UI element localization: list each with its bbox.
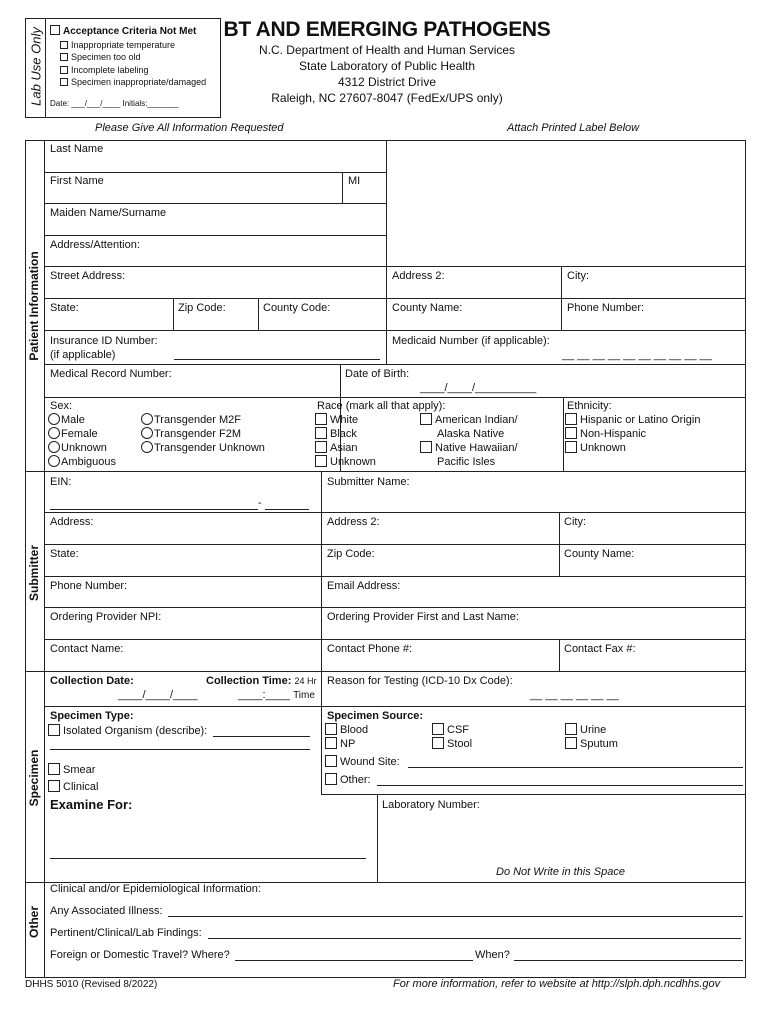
lab-use-only-label: Lab Use Only [28, 27, 44, 106]
sex-option-male[interactable]: Male [48, 413, 85, 427]
submitter-zip-field[interactable]: Zip Code: [327, 548, 375, 560]
checkbox[interactable] [325, 773, 337, 785]
contact-fax-field[interactable]: Contact Fax #: [564, 643, 636, 655]
do-not-write-note: Do Not Write in this Space [496, 866, 625, 878]
reason-blank: __ __ __ __ __ __ [530, 689, 619, 701]
source-stool[interactable]: Stool [432, 737, 472, 751]
specimen-source-label: Specimen Source: [327, 710, 423, 722]
checkbox[interactable] [565, 723, 577, 735]
date-initials-line[interactable]: Date: ___/___/____ Initials:_______ [50, 98, 179, 108]
criteria-checkbox[interactable] [60, 78, 68, 86]
checkbox[interactable] [565, 737, 577, 749]
form-title: BT AND EMERGING PATHOGENS [223, 18, 551, 41]
address-line: State Laboratory of Public Health [298, 59, 476, 73]
street-address-field[interactable]: Street Address: [50, 270, 126, 282]
dob-blank: ____/____/__________ [420, 382, 537, 394]
time-24hr-note: 24 Hr [294, 676, 317, 686]
provider-name-field[interactable]: Ordering Provider First and Last Name: [327, 611, 519, 623]
type-isolated-organism[interactable]: Isolated Organism (describe): [48, 724, 207, 738]
insurance-if-applicable: (if applicable) [50, 349, 116, 361]
contact-phone-field[interactable]: Contact Phone #: [327, 643, 413, 655]
source-blood[interactable]: Blood [325, 723, 368, 737]
form-header [222, 18, 552, 106]
give-info-note: Please Give All Information Requested [95, 122, 284, 134]
other-section-label: Other [27, 906, 41, 939]
reason-for-testing-field[interactable]: Reason for Testing (ICD-10 Dx Code): [327, 675, 513, 687]
ein-dash: - [258, 497, 262, 509]
radio-button[interactable] [48, 441, 60, 453]
collection-date-field[interactable]: Collection Date: [50, 675, 134, 687]
sex-option-transgender-f2m[interactable]: Transgender F2M [141, 427, 241, 441]
source-other[interactable]: Other: [325, 773, 371, 787]
source-urine[interactable]: Urine [565, 723, 606, 737]
sex-option-transgender-m2f[interactable]: Transgender M2F [141, 413, 241, 427]
source-sputum[interactable]: Sputum [565, 737, 618, 751]
website-note: For more information, refer to website at http://slph.dph.ncdhhs.gov [393, 978, 721, 990]
address-line: 4312 District Drive [337, 75, 437, 89]
source-np[interactable]: NP [325, 737, 355, 751]
patient-state-field[interactable]: State: [50, 302, 79, 314]
race-option-black[interactable]: Black [315, 427, 357, 441]
medicaid-number-field[interactable]: Medicaid Number (if applicable): [392, 335, 550, 347]
checkbox[interactable] [565, 413, 577, 425]
travel-when-field[interactable]: When? [475, 949, 510, 961]
form-id: DHHS 5010 (Revised 8/2022) [25, 979, 158, 990]
criteria-checkbox[interactable] [60, 66, 68, 74]
county-code-field[interactable]: County Code: [263, 302, 331, 314]
patient-county-name-field[interactable]: County Name: [392, 302, 463, 314]
checkbox[interactable] [325, 755, 337, 767]
laboratory-number-field: Laboratory Number: [382, 799, 480, 811]
source-csf[interactable]: CSF [432, 723, 469, 737]
lab-use-box [25, 18, 221, 118]
travel-where-field[interactable]: Foreign or Domestic Travel? Where? [50, 949, 230, 961]
submitter-section-label: Submitter [27, 545, 41, 602]
checkbox[interactable] [315, 455, 327, 467]
acceptance-criteria-row[interactable] [50, 25, 218, 39]
address-attention-field[interactable]: Address/Attention: [50, 239, 140, 251]
checkbox[interactable] [325, 723, 337, 735]
checkbox[interactable] [565, 427, 577, 439]
criteria-item: Specimen too old [71, 52, 141, 62]
race-option-american-indian[interactable]: American Indian/ [420, 413, 518, 427]
ethnicity-label: Ethnicity: [567, 400, 612, 412]
last-name-field[interactable]: Last Name [50, 143, 104, 155]
lab-use-side [26, 19, 46, 117]
collection-time-field[interactable]: Collection Time: 24 Hr [206, 675, 317, 687]
source-wound-site[interactable]: Wound Site: [325, 755, 400, 769]
date-of-birth-field[interactable]: Date of Birth: [345, 368, 410, 380]
sex-option-ambiguous[interactable]: Ambiguous [48, 455, 116, 469]
first-name-field[interactable]: First Name [50, 175, 104, 187]
type-smear[interactable]: Smear [48, 763, 95, 777]
sex-option-unknown[interactable]: Unknown [48, 441, 107, 455]
associated-illness-field[interactable]: Any Associated Illness: [50, 905, 163, 917]
medical-record-number-field[interactable]: Medical Record Number: [50, 368, 172, 380]
race-option-white[interactable]: White [315, 413, 358, 427]
checkbox[interactable] [48, 780, 60, 792]
address-line: N.C. Department of Health and Human Services [258, 43, 516, 57]
maiden-name-field[interactable]: Maiden Name/Surname [50, 207, 167, 219]
type-clinical[interactable]: Clinical [48, 780, 98, 794]
criteria-item: Incomplete labeling [71, 64, 149, 75]
checkbox[interactable] [315, 441, 327, 453]
submitter-address2-field[interactable]: Address 2: [327, 516, 380, 528]
address-line: Raleigh, NC 27607-8047 (FedEx/UPS only) [271, 91, 503, 105]
radio-button[interactable] [48, 427, 60, 439]
checkbox[interactable] [432, 723, 444, 735]
medicaid-blank: __ __ __ __ __ __ __ __ __ __ [562, 349, 712, 361]
collection-time-blank: ____:____ Time [238, 689, 315, 701]
race-native-hawaiian-line2: Pacific Isles [437, 456, 496, 468]
submitter-phone-field[interactable]: Phone Number: [50, 580, 128, 592]
race-option-unknown[interactable]: Unknown [315, 455, 376, 469]
patient-phone-field[interactable]: Phone Number: [567, 302, 645, 314]
patient-city-field[interactable]: City: [567, 270, 589, 282]
submitter-address-field[interactable]: Address: [50, 516, 94, 528]
contact-name-field[interactable]: Contact Name: [50, 643, 124, 655]
submitter-name-field[interactable]: Submitter Name: [327, 476, 410, 488]
radio-button[interactable] [48, 455, 60, 467]
submitter-state-field[interactable]: State: [50, 548, 79, 560]
examine-for-field[interactable]: Examine For: [50, 797, 133, 812]
checkbox[interactable] [420, 413, 432, 425]
attach-label-note: Attach Printed Label Below [507, 122, 640, 134]
insurance-id-field[interactable]: Insurance ID Number: [50, 335, 158, 347]
sex-option-female[interactable]: Female [48, 427, 98, 441]
race-option-asian[interactable]: Asian [315, 441, 358, 455]
criteria-checkbox[interactable] [60, 53, 68, 61]
checkbox[interactable] [325, 737, 337, 749]
race-american-indian-line2: Alaska Native [437, 428, 505, 440]
specimen-section-label: Specimen [27, 749, 41, 807]
checkbox[interactable] [48, 763, 60, 775]
acceptance-checkbox[interactable] [50, 25, 60, 35]
mi-field[interactable]: MI [348, 175, 361, 187]
specimen-type-label: Specimen Type: [50, 710, 134, 722]
acceptance-title: Acceptance Criteria Not Met [63, 26, 197, 37]
criteria-checkbox[interactable] [60, 41, 68, 49]
radio-button[interactable] [48, 413, 60, 425]
submitter-county-field[interactable]: County Name: [564, 548, 635, 560]
ethnicity-option-hispanic[interactable]: Hispanic or Latino Origin [565, 413, 700, 427]
collection-date-blank: ____/____/____ [118, 689, 198, 701]
clinical-info-label: Clinical and/or Epidemiological Information: [50, 883, 261, 895]
race-option-native-hawaiian[interactable]: Native Hawaiian/ [420, 441, 518, 455]
criteria-item: Inappropriate temperature [71, 39, 176, 50]
race-label: Race (mark all that apply): [317, 400, 446, 412]
patient-address2-field[interactable]: Address 2: [392, 270, 445, 282]
submitter-city-field[interactable]: City: [564, 516, 586, 528]
checkbox[interactable] [565, 441, 577, 453]
radio-button[interactable] [141, 441, 153, 453]
patient-section-label: Patient Information [27, 251, 41, 361]
sex-option-transgender-unknown[interactable]: Transgender Unknown [141, 441, 265, 455]
patient-zip-field[interactable]: Zip Code: [178, 302, 226, 314]
lab-findings-field[interactable]: Pertinent/Clinical/Lab Findings: [50, 927, 202, 939]
ethnicity-option-non-hispanic[interactable]: Non-Hispanic [565, 427, 646, 441]
checkbox[interactable] [420, 441, 432, 453]
ein-field[interactable]: EIN: [50, 476, 72, 488]
checkbox[interactable] [315, 413, 327, 425]
submitter-email-field[interactable]: Email Address: [327, 580, 401, 592]
checkbox[interactable] [48, 724, 60, 736]
radio-button[interactable] [141, 427, 153, 439]
radio-button[interactable] [141, 413, 153, 425]
criteria-item: Specimen inappropriate/damaged [71, 77, 207, 87]
checkbox[interactable] [432, 737, 444, 749]
ethnicity-option-unknown[interactable]: Unknown [565, 441, 626, 455]
provider-npi-field[interactable]: Ordering Provider NPI: [50, 611, 162, 623]
checkbox[interactable] [315, 427, 327, 439]
sex-label: Sex: [50, 400, 73, 412]
